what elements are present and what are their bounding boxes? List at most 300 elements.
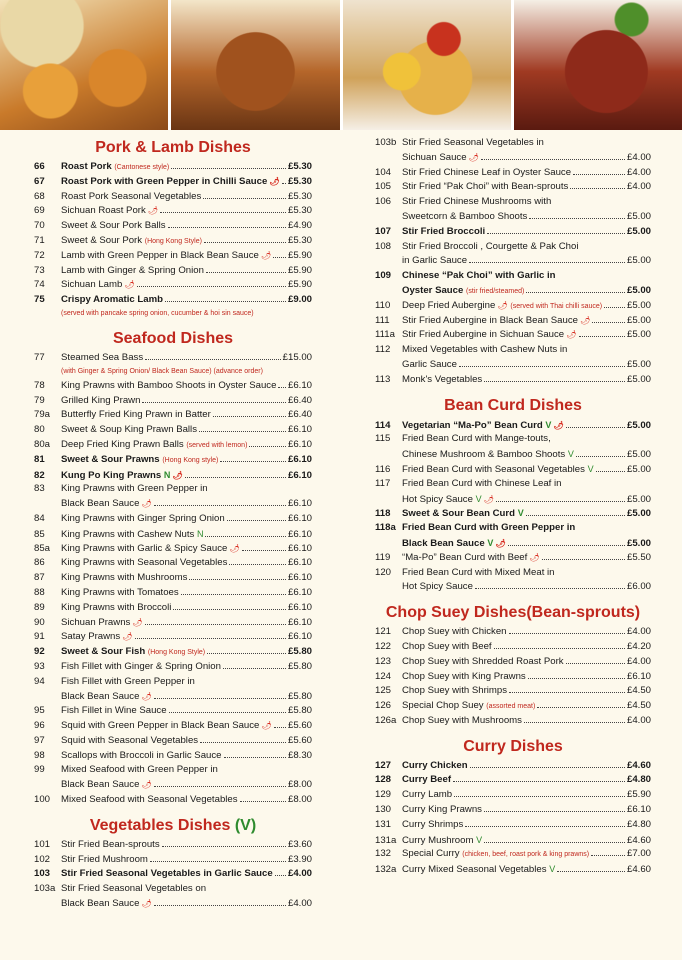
item-price: £5.30 — [287, 175, 312, 187]
item-number: 120 — [375, 566, 392, 578]
dot-leader — [162, 838, 286, 847]
menu-item — [34, 379, 312, 394]
section-heading-text: Vegetables Dishes — [89, 816, 231, 834]
dot-leader — [185, 469, 286, 478]
diet-mark: V — [545, 419, 552, 430]
item-name: Sichuan Prawns — [61, 616, 131, 628]
menu-item — [375, 195, 651, 210]
item-name: King Prawns with Green Pepper in — [61, 483, 208, 495]
item-number: 106 — [375, 196, 392, 208]
item-price: £5.00 — [626, 225, 651, 237]
dot-leader — [465, 818, 625, 827]
menu-item — [34, 763, 312, 778]
section-heading — [375, 394, 651, 418]
item-number: 97 — [34, 734, 45, 746]
item-price: £5.60 — [287, 720, 312, 732]
menu-item — [375, 506, 651, 521]
menu-item — [34, 734, 312, 749]
dot-leader — [576, 448, 625, 457]
item-name: Sweet & Sour Pork Balls — [61, 220, 166, 232]
menu-item — [34, 793, 312, 808]
item-number: 102 — [34, 853, 51, 865]
item-price: £4.00 — [626, 626, 651, 638]
item-note: (chicken, beef, roast pork & king prawns) — [462, 851, 590, 859]
item-price: £8.30 — [287, 749, 312, 761]
dot-leader — [453, 773, 625, 782]
menu-item — [375, 625, 651, 640]
item-price: £5.00 — [626, 537, 651, 549]
item-number: 74 — [34, 279, 45, 291]
item-price: £6.40 — [287, 409, 312, 421]
chili-icon: 🌶 — [495, 300, 508, 310]
dot-leader — [278, 379, 286, 388]
dot-leader — [484, 803, 625, 812]
item-price: £6.10 — [287, 616, 312, 628]
item-number: 103b — [375, 137, 397, 148]
item-note: (Hong Kong Style) — [147, 649, 206, 657]
item-number: 119 — [375, 551, 391, 563]
item-price: £5.00 — [626, 373, 651, 385]
item-price: £6.10 — [287, 512, 312, 524]
dot-leader — [570, 180, 625, 189]
dot-leader — [529, 210, 625, 219]
menu-item — [375, 166, 651, 181]
item-name: Stir Fried Seasonal Vegetables in — [402, 137, 544, 148]
dot-leader — [604, 299, 625, 308]
sweet-sour-balls-photo — [0, 0, 168, 130]
dot-leader — [154, 690, 286, 699]
menu-item — [375, 759, 651, 774]
item-name: Crispy Aromatic Lamb — [61, 294, 164, 306]
item-price: £7.00 — [626, 848, 651, 860]
item-number: 94 — [34, 675, 45, 687]
chili-icon: 🌶 — [493, 538, 506, 548]
item-price: £5.00 — [626, 449, 651, 461]
item-name: King Prawns with Bamboo Shoots in Oyster Sauce — [61, 379, 277, 391]
dot-leader — [459, 358, 625, 367]
item-number: 104 — [375, 166, 392, 178]
stir-fry-beef-photo — [171, 0, 339, 130]
dot-leader — [181, 586, 286, 595]
dot-leader — [142, 394, 286, 403]
dot-leader — [223, 660, 286, 669]
dot-leader — [475, 580, 625, 589]
item-name: Fried Bean Curd with Mixed Meat in — [402, 566, 555, 578]
menu-item — [375, 818, 651, 833]
item-price: £6.10 — [287, 528, 312, 540]
dot-leader — [189, 571, 286, 580]
item-price: £5.80 — [287, 705, 312, 717]
item-number: 126a — [375, 714, 397, 726]
item-price: £5.90 — [287, 264, 312, 276]
chili-icon: 🌶 — [527, 552, 540, 562]
item-name: Squid with Seasonal Vegetables — [61, 734, 199, 746]
dot-leader — [484, 373, 625, 382]
chili-icon: 🌶 — [120, 632, 133, 642]
item-number: 118 — [375, 508, 391, 520]
item-number: 92 — [34, 646, 45, 658]
menu-item — [34, 601, 312, 616]
dot-leader — [591, 847, 625, 856]
dot-leader — [566, 655, 625, 664]
item-note: (served with Thai chilli sauce) — [510, 302, 603, 310]
menu-item — [375, 151, 651, 166]
item-number: 80a — [34, 438, 51, 450]
item-name: “Ma-Po” Bean Curd with Beef — [402, 551, 528, 563]
menu-item — [375, 447, 651, 462]
item-number: 131 — [375, 818, 392, 830]
dot-leader — [526, 284, 625, 293]
menu-item — [34, 408, 312, 423]
item-name: Sweet & Sour Fish — [61, 646, 146, 658]
dot-leader — [224, 749, 286, 758]
item-name: King Prawns with Seasonal Vegetables — [61, 557, 228, 569]
chili-icon: 🌶 — [258, 250, 272, 260]
item-name: Chop Suey with Chicken — [402, 626, 507, 638]
section-heading-text: Chop Suey Dishes(Bean-sprouts) — [385, 604, 641, 622]
item-name: Mixed Seafood with Seasonal Vegetables — [61, 794, 238, 806]
item-price: £5.60 — [287, 734, 312, 746]
diet-mark: N — [196, 528, 204, 539]
chili-icon: 🌶 — [139, 499, 152, 509]
section-heading-text: Curry Dishes — [463, 737, 563, 755]
item-price: £4.60 — [626, 759, 651, 771]
item-number: 110 — [375, 299, 391, 311]
item-price: £3.90 — [287, 853, 312, 865]
item-number: 111a — [375, 329, 395, 341]
item-price: £5.00 — [626, 255, 651, 267]
item-number: 90 — [34, 616, 45, 628]
item-price: £6.10 — [287, 586, 312, 598]
item-price: £9.00 — [287, 294, 312, 306]
item-name: Stir Fried Aubergine in Black Bean Sauce — [402, 314, 578, 326]
item-number: 105 — [375, 181, 392, 193]
item-number: 83 — [34, 483, 45, 495]
menu-item — [34, 645, 312, 660]
dot-leader — [454, 788, 625, 797]
chili-icon: 🌶 — [259, 721, 272, 731]
dot-leader — [220, 453, 286, 462]
item-name: Curry King Prawns — [402, 804, 482, 816]
dot-leader — [150, 853, 286, 862]
menu-item — [34, 351, 312, 366]
item-price: £5.00 — [626, 314, 651, 326]
vegetarian-mark: (V) — [234, 816, 257, 834]
dot-leader — [542, 551, 625, 560]
item-price: £4.00 — [626, 655, 651, 667]
item-price: £4.00 — [287, 868, 312, 880]
item-note: (stir fried/steamed) — [466, 287, 525, 295]
item-number: 132a — [375, 864, 397, 876]
dot-leader — [165, 293, 286, 302]
dot-leader — [273, 249, 286, 258]
menu-item — [34, 571, 312, 586]
dot-leader — [207, 645, 286, 654]
header-photo-strip — [0, 0, 682, 130]
menu-item — [34, 468, 312, 483]
menu-item — [375, 699, 651, 714]
dot-leader — [205, 528, 286, 537]
item-number: 75 — [34, 294, 45, 306]
item-name: Chop Suey with Mushrooms — [402, 714, 522, 726]
item-number: 73 — [34, 264, 45, 276]
item-name: Chop Suey with Shredded Roast Pork — [402, 655, 564, 667]
item-name: Stir Fried Chinese Mushrooms with — [402, 196, 552, 208]
dot-leader — [524, 714, 625, 723]
item-number: 111 — [375, 314, 390, 326]
item-name: Fried Bean Curd with Seasonal Vegetables — [402, 463, 585, 475]
item-number: 107 — [375, 225, 392, 237]
dot-leader — [154, 497, 286, 506]
item-price: £4.20 — [626, 640, 651, 652]
chili-icon: 🌶 — [466, 152, 479, 162]
menu-item — [375, 788, 651, 803]
chili-icon: 🌶 — [139, 691, 152, 701]
item-number: 114 — [375, 419, 391, 431]
menu-item — [34, 778, 312, 793]
diet-mark: V — [567, 449, 574, 460]
menu-item — [375, 580, 651, 595]
chili-icon: 🌶 — [170, 470, 183, 480]
item-price: £6.10 — [287, 379, 312, 391]
item-name: Curry Lamb — [402, 789, 453, 801]
menu-item — [375, 225, 651, 240]
item-name: Stir Fried Broccoli — [402, 225, 486, 237]
menu-item — [34, 482, 312, 497]
menu-item — [34, 660, 312, 675]
item-price: £4.50 — [626, 700, 651, 712]
item-name: Fried Bean Curd with Mange-touts, — [402, 433, 551, 445]
item-number: 130 — [375, 804, 392, 816]
menu-item — [34, 264, 312, 279]
dot-leader — [282, 175, 286, 184]
item-name: Lamb with Green Pepper in Black Bean Sauce — [61, 249, 259, 261]
item-price: £5.30 — [287, 205, 312, 217]
chili-icon: 🌶 — [551, 420, 564, 430]
chili-icon: 🌶 — [139, 780, 152, 790]
item-name: Squid with Green Pepper in Black Bean Sauce — [61, 720, 260, 732]
item-number: 79a — [34, 409, 51, 421]
item-price: £4.00 — [626, 151, 651, 163]
item-note: (served with lemon) — [186, 441, 248, 449]
menu-item — [34, 190, 312, 205]
dot-leader — [229, 556, 286, 565]
item-price: £4.60 — [626, 864, 651, 876]
item-price: £5.80 — [287, 690, 312, 702]
item-price: £4.60 — [626, 834, 651, 846]
item-number: 103 — [34, 868, 51, 880]
menu-item — [375, 210, 651, 225]
menu-item — [375, 328, 651, 343]
menu-item — [375, 136, 651, 151]
item-name: Grilled King Prawn — [61, 394, 141, 406]
item-number: 98 — [34, 749, 45, 761]
item-name: Chop Suey with King Prawns — [402, 670, 526, 682]
menu-item — [34, 438, 312, 453]
item-number: 78 — [34, 379, 45, 391]
item-number: 127 — [375, 759, 392, 771]
item-price: £6.10 — [287, 438, 312, 450]
item-price: £4.80 — [626, 818, 651, 830]
menu-item — [375, 343, 651, 358]
menu-item — [34, 175, 312, 190]
dot-leader — [557, 863, 625, 872]
item-name: King Prawns with Ginger Spring Onion — [61, 512, 225, 524]
item-name: Roast Pork — [61, 161, 112, 172]
menu-item — [375, 536, 651, 551]
menu-item — [375, 269, 651, 284]
menu-item — [34, 219, 312, 234]
item-number: 93 — [34, 660, 45, 672]
item-number: 112 — [375, 344, 391, 356]
menu-item — [34, 512, 312, 527]
menu-item — [375, 833, 651, 848]
diet-mark: V — [487, 537, 494, 548]
item-number: 85 — [34, 528, 45, 540]
dot-leader — [154, 897, 286, 906]
item-number: 121 — [375, 626, 392, 638]
dot-leader — [509, 625, 625, 634]
item-price: £6.10 — [287, 557, 312, 569]
item-name: Satay Prawns — [61, 631, 121, 643]
menu-item — [375, 655, 651, 670]
menu-left-column — [34, 136, 312, 912]
item-price: £6.10 — [287, 424, 312, 436]
item-name: Lamb with Ginger & Spring Onion — [61, 264, 204, 276]
item-number: 91 — [34, 631, 45, 643]
chili-icon: 🌶 — [130, 617, 143, 627]
item-name: Chinese Mushroom & Bamboo Shoots — [402, 449, 566, 461]
item-number: 99 — [34, 764, 45, 776]
menu-item — [34, 719, 312, 734]
item-number: 79 — [34, 394, 45, 406]
item-price: £6.10 — [287, 631, 312, 643]
item-number: 109 — [375, 270, 392, 282]
menu-item — [375, 670, 651, 685]
section-heading — [375, 601, 651, 625]
item-name: Scallops with Broccoli in Garlic Sauce — [61, 749, 222, 761]
item-name: Curry Mixed Seasonal Vegetables — [402, 864, 547, 876]
item-note: (Cantonese style) — [114, 164, 170, 171]
item-number: 128 — [375, 774, 392, 786]
item-price: £6.10 — [287, 469, 312, 481]
section-heading — [34, 814, 312, 838]
item-price: £5.80 — [287, 646, 312, 658]
dot-leader — [160, 204, 286, 213]
dot-leader — [596, 463, 625, 472]
menu-item — [375, 358, 651, 373]
item-name: Stir Fried Broccoli , Courgette & Pak Choi — [402, 240, 579, 252]
item-name: Stir Fried Aubergine in Sichuan Sauce — [402, 329, 565, 341]
item-name: Fried Bean Curd with Green Pepper in — [402, 522, 576, 534]
item-number: 67 — [34, 175, 45, 187]
dot-leader — [496, 493, 625, 502]
menu-item — [34, 838, 312, 853]
item-number: 86 — [34, 557, 45, 569]
item-name: King Prawns with Cashew Nuts — [61, 528, 195, 540]
menu-item — [375, 462, 651, 477]
item-name: Sweet & Sour Prawns — [61, 453, 160, 465]
dot-leader — [509, 684, 625, 693]
item-number: 115 — [375, 433, 391, 445]
item-name: Sichuan Roast Pork — [61, 205, 146, 217]
chili-icon: 🌶 — [145, 206, 159, 216]
item-name: Fried Bean Curd with Chinese Leaf in — [402, 477, 562, 489]
item-number: 81 — [34, 453, 45, 465]
item-name: Hot Spicy Sauce — [402, 581, 473, 593]
dot-leader — [579, 328, 625, 337]
item-price: £8.00 — [287, 794, 312, 806]
item-number: 66 — [34, 161, 45, 172]
item-number: 85a — [34, 542, 51, 554]
item-price: £5.00 — [626, 284, 651, 296]
item-price: £5.30 — [287, 234, 312, 246]
diet-mark: V — [587, 463, 594, 474]
item-number: 131a — [375, 834, 397, 846]
item-number: 122 — [375, 640, 392, 652]
dot-leader — [168, 219, 286, 228]
section-heading — [34, 136, 312, 160]
item-name: Hot Spicy Sauce — [402, 493, 473, 505]
item-price: £3.60 — [287, 838, 312, 850]
item-price: £15.00 — [282, 351, 312, 363]
item-name: King Prawns with Broccoli — [61, 601, 172, 613]
item-number: 126 — [375, 700, 392, 712]
dot-leader — [537, 699, 625, 708]
menu-item — [34, 160, 312, 175]
item-name: Black Bean Sauce — [61, 898, 140, 910]
item-name: Deep Fried King Prawn Balls — [61, 438, 184, 450]
dot-leader — [135, 630, 286, 639]
menu-item — [34, 704, 312, 719]
dot-leader — [145, 351, 281, 360]
item-name: King Prawns with Tomatoes — [61, 586, 179, 598]
menu-item — [375, 684, 651, 699]
chili-icon: 🌶 — [227, 543, 240, 553]
item-number: 118a — [375, 522, 396, 534]
diet-mark: V — [476, 834, 483, 845]
menu-item — [375, 521, 651, 536]
menu-item — [375, 254, 651, 269]
item-subnote: (with Ginger & Spring Onion/ Black Bean Sauce) (advance order) — [61, 367, 263, 375]
dot-leader — [275, 867, 286, 876]
section-heading-text: Seafood Dishes — [112, 329, 234, 347]
chili-icon: 🌶 — [267, 176, 280, 186]
item-number: 88 — [34, 586, 45, 598]
item-name: Stir Fried Bean-sprouts — [61, 838, 160, 850]
menu-item — [34, 749, 312, 764]
menu-item — [375, 492, 651, 507]
item-price: £5.00 — [626, 299, 651, 311]
diet-mark: V — [517, 508, 524, 519]
menu-item — [34, 423, 312, 438]
item-name: Roast Pork Seasonal Vegetables — [61, 190, 202, 202]
item-price: £6.40 — [287, 394, 312, 406]
item-number: 108 — [375, 240, 392, 252]
item-name: Stir Fried Chinese Leaf in Oyster Sauce — [402, 166, 572, 178]
menu-item — [34, 616, 312, 631]
section-heading-text: Bean Curd Dishes — [444, 396, 582, 414]
dot-leader — [528, 670, 625, 679]
menu-item — [375, 477, 651, 492]
item-price: £5.90 — [287, 279, 312, 291]
dot-leader — [249, 438, 286, 447]
section-heading — [375, 735, 651, 759]
item-price: £4.00 — [626, 181, 651, 193]
item-price: £5.30 — [287, 161, 312, 172]
item-name: Black Bean Sauce — [61, 498, 140, 510]
item-name: Stir Fried Seasonal Vegetables on — [61, 883, 207, 895]
